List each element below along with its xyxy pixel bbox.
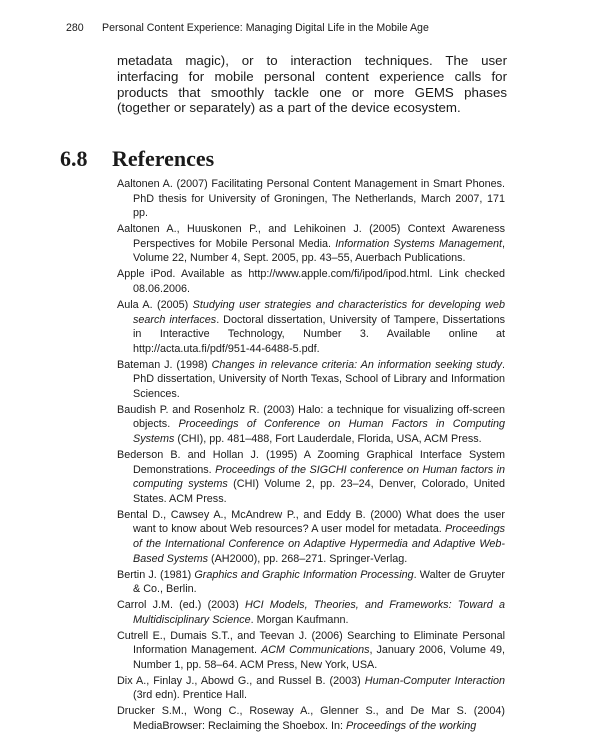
reference-segment: (CHI), pp. 481–488, Fort Lauderdale, Florida, USA, ACM Press. [174,433,482,446]
reference-segment: Cutrell E., Dumais S.T., and Teevan J. (2006) Searching to Eliminate Personal Information Management. [117,629,505,657]
reference-italic-segment: Proceedings of the SIGCHI conference on Human factors in computing systems [133,463,506,491]
reference-segment: . Morgan Kaufmann. [250,613,349,626]
reference-italic-segment: Graphics and Graphic Information Processing [194,568,414,581]
reference-list [117,177,505,735]
section-number: 6.8 [60,146,88,171]
reference-segment: Baudish P. and Rosenholz R. (2003) Halo: a technique for visualizing off-screen objects. [117,403,505,431]
reference-segment: Bateman J. (1998) [117,358,212,371]
section-title: References [112,146,215,171]
reference-segment: Dix A., Finlay J., Abowd G., and Russel B. (2003) [117,674,365,687]
reference-italic-segment: Proceedings of the International Conference on Adaptive Hypermedia and Adaptive Web-Based Systems [133,523,505,565]
reference-entry [117,674,505,703]
reference-entry [117,508,505,566]
reference-segment: , Volume 22, Number 4, Sept. 2005, pp. 43–55, Auerbach Publications. [133,237,505,265]
reference-segment: Bental D., Cawsey A., McAndrew P., and Eddy B. (2000) What does the user want to know about Web resources? A user model for metadata. [117,508,505,536]
reference-entry [117,598,505,627]
reference-entry [117,568,505,597]
reference-italic-segment: ACM Communications [261,644,370,657]
reference-segment: (CHI) Volume 2, pp. 23–24, Denver, Colorado, United States. ACM Press. [133,478,505,505]
reference-italic-segment: HCI Models, Theories, and Frameworks: Toward a Multidisciplinary Science [133,599,505,626]
reference-segment: . PhD dissertation, University of North Texas, School of Library and Information Sciences. [133,358,505,400]
reference-entry [117,222,505,266]
reference-segment: Bertin J. (1981) [117,568,195,581]
intro-paragraph: metadata magic), or to interaction techniques. The user interfacing for mobile personal content experience calls for products that smoothly tackle one or more GEMS phases (together or separately) as a part of the device ecosystem. [117,53,507,116]
reference-segment: Drucker S.M., Wong C., Roseway A., Glenner S., and De Mar S. (2004) MediaBrowser: Reclaiming the Shoebox. In: [117,705,505,733]
reference-segment: (3rd edn). Prentice Hall. [133,689,248,702]
reference-entry [117,298,505,356]
running-title: Personal Content Experience: Managing Digital Life in the Mobile Age [102,22,429,34]
reference-segment: Bederson B. and Hollan J. (1995) A Zooming Graphical Interface System Demonstrations. [117,449,505,476]
reference-segment: (AH2000), pp. 268–271. Springer-Verlag. [208,552,408,565]
reference-entry [117,403,505,447]
reference-entry [117,267,505,296]
reference-italic-segment: Proceedings of Conference on Human Factors in Computing Systems [133,418,505,446]
reference-segment: Aula A. (2005) [117,298,193,311]
reference-entry [117,704,505,733]
running-header [66,22,536,34]
reference-segment: . Walter de Gruyter & Co., Berlin. [133,568,505,596]
reference-entry [117,629,505,673]
reference-segment: Carrol J.M. (ed.) (2003) [117,599,245,612]
reference-segment: Apple iPod. Available as http://www.apple.com/fi/ipod/ipod.html. Link checked 08.06.2006. [117,268,505,295]
reference-segment: , January 2006, Volume 49, Number 1, pp. 58–64. ACM Press, New York, USA. [133,644,505,671]
reference-segment: Aaltonen A., Huuskonen P., and Lehikoinen J. (2005) Context Awareness Perspectives for Mobile Personal Media. [117,223,505,250]
reference-italic-segment: Proceedings of the working [346,720,477,733]
reference-italic-segment: Information Systems Management [335,237,502,250]
reference-italic-segment: Changes in relevance criteria: An information seeking study [211,358,502,371]
reference-segment: Aaltonen A. (2007) Facilitating Personal Content Management in Smart Phones. PhD thesis for University of Groningen, The Netherlands, March 2007, 171 pp. [117,178,505,220]
reference-italic-segment: Human-Computer Interaction [364,674,505,687]
section-heading [60,146,214,172]
page-number: 280 [66,22,84,34]
reference-entry [117,177,505,221]
reference-segment: . Doctoral dissertation, University of Tampere, Dissertations in Interactive Technology, Number 3. Available online at http://acta.uta.fi/pdf/951-44-6488-5.pdf. [133,313,506,355]
reference-entry [117,358,505,402]
reference-entry [117,448,505,506]
reference-italic-segment: Studying user strategies and characteristics for developing web search interfaces [133,298,505,326]
